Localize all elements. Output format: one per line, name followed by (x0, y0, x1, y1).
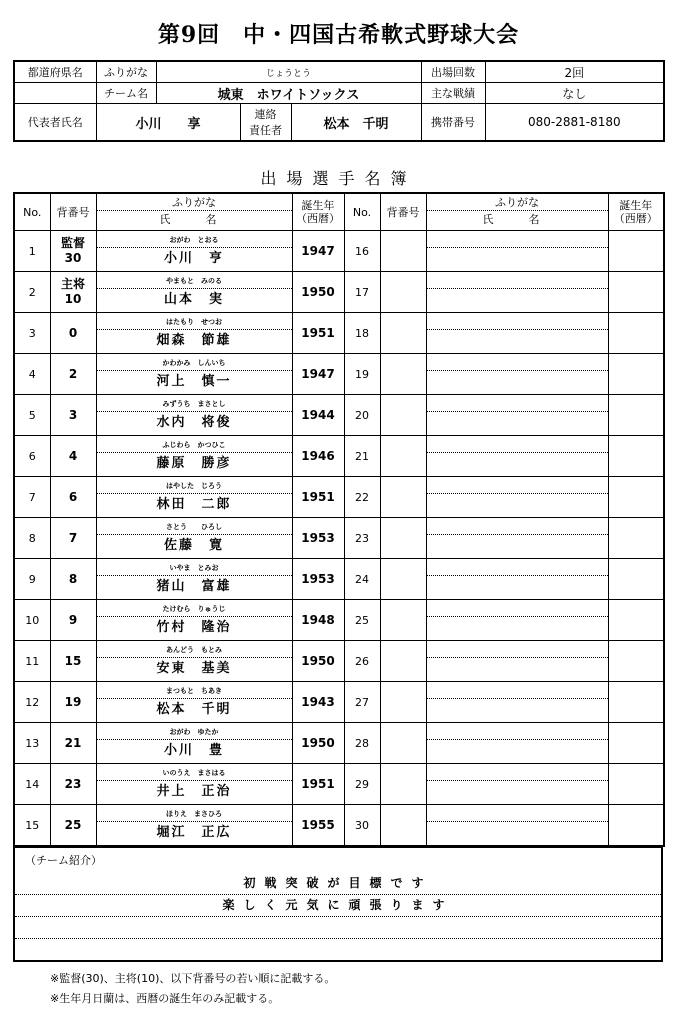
player-row (14, 436, 664, 477)
player-name-cell (96, 313, 292, 354)
player-furigana-2 (427, 684, 608, 699)
col-birthyear-2 (608, 193, 664, 231)
player-name-cell-2 (426, 723, 608, 764)
player-jersey-number: 3 (68, 407, 78, 422)
player-furigana-2 (427, 479, 608, 494)
player-no: 14 (14, 764, 50, 805)
player-no: 15 (14, 805, 50, 847)
player-row (14, 641, 664, 682)
player-jersey-2 (380, 600, 426, 641)
player-name: 河上 慎一 (156, 373, 232, 389)
roster-title: 出場選手名簿 (260, 169, 417, 188)
player-birthyear: 1951 (292, 764, 344, 805)
appearances-value: 2回 (485, 61, 664, 83)
page-title: 第9回 中・四国古希軟式野球大会 (157, 22, 520, 48)
player-no-2: 22 (344, 477, 380, 518)
player-row (14, 723, 664, 764)
player-name-cell-2 (426, 641, 608, 682)
player-furigana: みずうち まさとし (97, 397, 292, 412)
phone-value: 080-2881-8180 (485, 104, 664, 142)
player-jersey-number: 8 (68, 571, 78, 586)
player-jersey-2 (380, 518, 426, 559)
player-no: 9 (14, 559, 50, 600)
team-name-label: チーム名 (96, 83, 156, 104)
player-jersey (50, 436, 96, 477)
player-jersey (50, 395, 96, 436)
player-name-2 (427, 740, 608, 762)
player-no: 5 (14, 395, 50, 436)
player-name-cell-2 (426, 395, 608, 436)
col-furigana: ふりがな (97, 196, 292, 211)
intro-line-2: 楽しく元気に頑張ります (15, 894, 661, 917)
player-furigana: おがわ とおる (97, 233, 292, 248)
player-jersey-2 (380, 805, 426, 847)
player-roster-table (13, 192, 665, 847)
player-name-cell-2 (426, 477, 608, 518)
player-furigana-2 (427, 602, 608, 617)
player-furigana-2 (427, 643, 608, 658)
col-birthyear-line2: （西暦） (296, 212, 340, 225)
player-birthyear-2 (608, 600, 664, 641)
player-name-2 (427, 658, 608, 680)
player-jersey (50, 805, 96, 847)
player-name-cell (96, 805, 292, 847)
player-jersey-2 (380, 436, 426, 477)
player-birthyear: 1947 (292, 231, 344, 272)
player-jersey-2 (380, 395, 426, 436)
player-furigana-2 (427, 356, 608, 371)
player-jersey-2 (380, 559, 426, 600)
contact-label-line1: 連絡 (254, 108, 277, 121)
player-name-2 (427, 494, 608, 516)
col-fullname: 氏 名 (159, 212, 229, 226)
player-row (14, 805, 664, 847)
player-furigana: はやした じろう (97, 479, 292, 494)
player-furigana: たけむら りゅうじ (97, 602, 292, 617)
player-name-cell (96, 723, 292, 764)
representative-label: 代表者氏名 (14, 104, 96, 142)
player-furigana: やまもと みのる (97, 274, 292, 289)
player-name-cell-2 (426, 682, 608, 723)
player-jersey-number: 23 (64, 776, 82, 791)
player-birthyear-2 (608, 723, 664, 764)
player-name: 猪山 富雄 (156, 578, 232, 594)
player-jersey-number: 0 (68, 325, 78, 340)
player-jersey-2 (380, 723, 426, 764)
player-name: 松本 千明 (156, 701, 232, 717)
col-furigana-2: ふりがな (427, 196, 608, 211)
player-furigana-2 (427, 397, 608, 412)
player-name-cell-2 (426, 436, 608, 477)
player-furigana-2 (427, 315, 608, 330)
player-jersey (50, 518, 96, 559)
player-name-cell (96, 518, 292, 559)
player-no-2: 28 (344, 723, 380, 764)
player-role: 主将 (60, 277, 85, 291)
record-label: 主な戦績 (421, 83, 485, 104)
player-furigana-2 (427, 561, 608, 576)
player-name-2 (427, 330, 608, 352)
player-birthyear-2 (608, 231, 664, 272)
player-birthyear-2 (608, 395, 664, 436)
player-name: 山本 実 (163, 291, 224, 307)
col-name-2 (426, 193, 608, 231)
player-name-cell-2 (426, 354, 608, 395)
player-furigana-2 (427, 233, 608, 248)
player-birthyear-2 (608, 354, 664, 395)
player-name-2 (427, 535, 608, 557)
contact-label-line2: 責任者 (249, 124, 282, 137)
player-name: 竹村 隆治 (156, 619, 232, 635)
player-furigana-2 (427, 274, 608, 289)
player-name-cell (96, 600, 292, 641)
player-furigana: さとう ひろし (97, 520, 292, 535)
player-jersey-2 (380, 682, 426, 723)
player-jersey-2 (380, 272, 426, 313)
player-row (14, 518, 664, 559)
player-name-cell (96, 231, 292, 272)
player-no: 8 (14, 518, 50, 559)
player-furigana-2 (427, 725, 608, 740)
player-no: 10 (14, 600, 50, 641)
player-birthyear-2 (608, 436, 664, 477)
player-name-cell (96, 641, 292, 682)
col-no: No. (14, 193, 50, 231)
player-name-cell (96, 559, 292, 600)
player-jersey (50, 641, 96, 682)
player-birthyear-2 (608, 477, 664, 518)
player-birthyear-2 (608, 764, 664, 805)
player-name-cell-2 (426, 764, 608, 805)
player-name-cell (96, 354, 292, 395)
col-birthyear-line1: 誕生年 (301, 199, 335, 212)
player-name-cell-2 (426, 559, 608, 600)
player-no-2: 23 (344, 518, 380, 559)
player-furigana-2 (427, 807, 608, 822)
player-jersey (50, 313, 96, 354)
player-birthyear: 1955 (292, 805, 344, 847)
player-row (14, 477, 664, 518)
player-name: 小川 亨 (163, 250, 224, 266)
player-jersey-2 (380, 313, 426, 354)
player-no: 7 (14, 477, 50, 518)
player-birthyear-2 (608, 641, 664, 682)
player-birthyear-2 (608, 313, 664, 354)
player-no: 12 (14, 682, 50, 723)
player-name: 佐藤 寛 (163, 537, 224, 553)
player-jersey (50, 559, 96, 600)
player-no: 1 (14, 231, 50, 272)
player-jersey-2 (380, 641, 426, 682)
player-jersey (50, 764, 96, 805)
player-row (14, 354, 664, 395)
player-name-cell-2 (426, 272, 608, 313)
player-name-cell-2 (426, 600, 608, 641)
col-birthyear (292, 193, 344, 231)
col-jersey-2: 背番号 (380, 193, 426, 231)
player-name-2 (427, 453, 608, 475)
player-jersey-2 (380, 231, 426, 272)
player-no: 13 (14, 723, 50, 764)
player-no-2: 30 (344, 805, 380, 847)
player-name: 堀江 正広 (156, 824, 232, 840)
player-name-cell (96, 395, 292, 436)
player-no-2: 27 (344, 682, 380, 723)
representative-name: 小川 享 (96, 104, 240, 142)
player-furigana: あんどう もとみ (97, 643, 292, 658)
player-row (14, 764, 664, 805)
note-2: ※生年月日蘭は、西暦の誕生年のみ記載する。 (50, 992, 280, 1005)
player-jersey-number: 10 (64, 292, 82, 306)
player-birthyear: 1951 (292, 477, 344, 518)
player-furigana: ふじわら かつひこ (97, 438, 292, 453)
player-birthyear: 1947 (292, 354, 344, 395)
player-row (14, 231, 664, 272)
col-jersey: 背番号 (50, 193, 96, 231)
player-name: 畑森 節雄 (156, 332, 232, 348)
team-info-table (13, 60, 665, 142)
player-no-2: 16 (344, 231, 380, 272)
player-birthyear: 1953 (292, 518, 344, 559)
player-birthyear: 1951 (292, 313, 344, 354)
intro-label: （チーム紹介） (25, 854, 102, 867)
player-jersey-2 (380, 477, 426, 518)
player-no-2: 29 (344, 764, 380, 805)
player-name: 小川 豊 (163, 742, 224, 758)
player-no-2: 19 (344, 354, 380, 395)
player-name: 林田 二郎 (156, 496, 232, 512)
player-row (14, 395, 664, 436)
player-no-2: 24 (344, 559, 380, 600)
player-name: 水内 将俊 (156, 414, 232, 430)
player-furigana: ほりえ まさひろ (97, 807, 292, 822)
player-furigana: おがわ ゆたか (97, 725, 292, 740)
contact-name: 松本 千明 (291, 104, 421, 142)
player-name-cell (96, 477, 292, 518)
player-name-cell (96, 436, 292, 477)
player-no-2: 18 (344, 313, 380, 354)
player-row (14, 313, 664, 354)
player-birthyear: 1950 (292, 641, 344, 682)
prefecture-label: 都道府県名 (14, 61, 96, 83)
player-row (14, 272, 664, 313)
furigana-label: ふりがな (96, 61, 156, 83)
player-no: 4 (14, 354, 50, 395)
player-jersey-number: 9 (68, 612, 78, 627)
appearances-label: 出場回数 (421, 61, 485, 83)
player-row (14, 600, 664, 641)
player-jersey (50, 354, 96, 395)
player-jersey-number: 30 (64, 251, 82, 265)
player-furigana: まつもと ちあき (97, 684, 292, 699)
col-no-2: No. (344, 193, 380, 231)
player-name: 藤原 勝彦 (156, 455, 232, 471)
player-birthyear: 1943 (292, 682, 344, 723)
phone-label: 携帯番号 (421, 104, 485, 142)
player-birthyear-2 (608, 518, 664, 559)
player-jersey-number: 6 (68, 489, 78, 504)
team-furigana: じょうとう (156, 61, 421, 83)
col-birthyear-2-line1: 誕生年 (619, 199, 653, 212)
record-value: なし (485, 83, 664, 104)
player-name-cell-2 (426, 231, 608, 272)
player-name-2 (427, 781, 608, 803)
player-jersey-2 (380, 764, 426, 805)
player-name-cell (96, 764, 292, 805)
player-furigana: はたもり せつお (97, 315, 292, 330)
player-name-cell (96, 682, 292, 723)
player-name-2 (427, 576, 608, 598)
player-jersey (50, 477, 96, 518)
player-no: 11 (14, 641, 50, 682)
col-birthyear-2-line2: （西暦） (613, 212, 658, 225)
player-furigana: かわかみ しんいち (97, 356, 292, 371)
team-name: 城東 ホワイトソックス (156, 83, 421, 104)
player-name-2 (427, 617, 608, 639)
player-birthyear-2 (608, 805, 664, 847)
player-role: 監督 (60, 236, 85, 250)
note-1: ※監督(30)、主将(10)、以下背番号の若い順に記載する。 (50, 972, 336, 985)
player-no: 3 (14, 313, 50, 354)
player-birthyear: 1944 (292, 395, 344, 436)
player-no-2: 17 (344, 272, 380, 313)
player-furigana-2 (427, 438, 608, 453)
player-no-2: 21 (344, 436, 380, 477)
player-row (14, 559, 664, 600)
player-jersey-number: 2 (68, 366, 78, 381)
player-jersey-number: 4 (68, 448, 78, 463)
player-name-cell-2 (426, 518, 608, 559)
player-name-cell (96, 272, 292, 313)
prefecture-value (14, 83, 96, 104)
player-jersey (50, 682, 96, 723)
player-name-2 (427, 371, 608, 393)
player-birthyear-2 (608, 272, 664, 313)
player-name: 井上 正治 (156, 783, 232, 799)
contact-label (240, 104, 291, 142)
player-name-cell-2 (426, 313, 608, 354)
player-furigana-2 (427, 766, 608, 781)
player-no-2: 25 (344, 600, 380, 641)
player-name-2 (427, 822, 608, 844)
player-jersey-number: 15 (64, 653, 82, 668)
intro-line-3 (15, 916, 661, 939)
player-name-2 (427, 412, 608, 434)
player-furigana-2 (427, 520, 608, 535)
team-introduction (13, 846, 663, 962)
player-jersey-number: 7 (68, 530, 78, 545)
player-birthyear-2 (608, 559, 664, 600)
player-birthyear: 1948 (292, 600, 344, 641)
col-name (96, 193, 292, 231)
player-name-2 (427, 248, 608, 270)
player-name-cell-2 (426, 805, 608, 847)
player-no: 2 (14, 272, 50, 313)
player-no-2: 26 (344, 641, 380, 682)
player-jersey (50, 272, 96, 313)
player-jersey-number: 19 (64, 694, 82, 709)
player-jersey (50, 231, 96, 272)
player-no-2: 20 (344, 395, 380, 436)
player-furigana: いやま とみお (97, 561, 292, 576)
player-birthyear-2 (608, 682, 664, 723)
player-name-2 (427, 699, 608, 721)
player-birthyear: 1950 (292, 272, 344, 313)
player-jersey-number: 21 (64, 735, 82, 750)
player-name-2 (427, 289, 608, 311)
player-birthyear: 1953 (292, 559, 344, 600)
player-jersey-2 (380, 354, 426, 395)
player-jersey (50, 723, 96, 764)
player-row (14, 682, 664, 723)
player-furigana: いのうえ まさはる (97, 766, 292, 781)
player-name: 安東 基美 (156, 660, 232, 676)
intro-line-1: 初戦突破が目標です (15, 872, 661, 895)
col-fullname-2: 氏 名 (482, 212, 552, 226)
player-jersey-number: 25 (64, 817, 82, 832)
player-jersey (50, 600, 96, 641)
player-birthyear: 1950 (292, 723, 344, 764)
player-birthyear: 1946 (292, 436, 344, 477)
player-no: 6 (14, 436, 50, 477)
